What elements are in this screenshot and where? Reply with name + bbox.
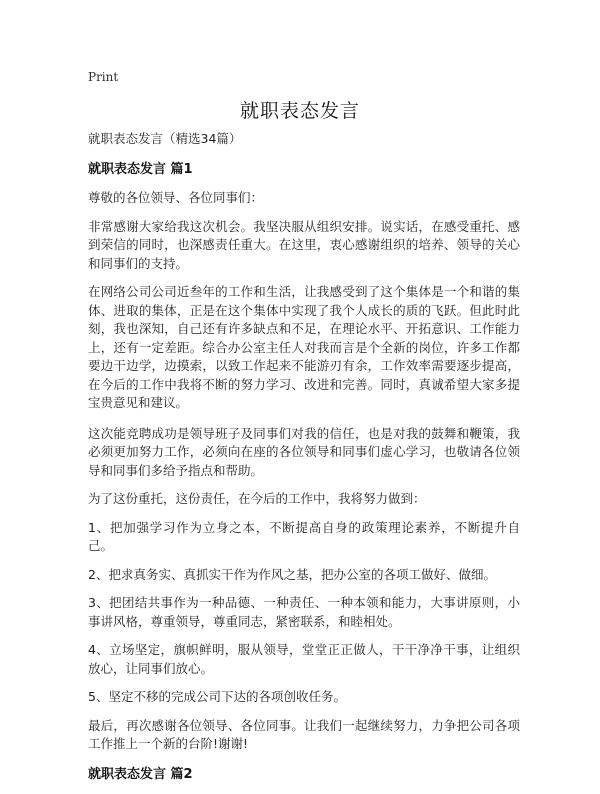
commitment-item-4: 4、立场坚定，旗帜鲜明，服从领导，堂堂正正做人，干干净净干事，让组织放心，让同事们放心。 bbox=[88, 642, 520, 676]
section-heading-2: 就职表态发言 篇2 bbox=[88, 766, 193, 782]
print-link[interactable]: Print bbox=[88, 70, 119, 84]
closing-paragraph: 最后，再次感谢各位领导、各位同事。让我们一起继续努力，力争把公司各项工作推上一个新的台阶!谢谢! bbox=[88, 717, 520, 751]
section-heading-1: 就职表态发言 篇1 bbox=[88, 161, 193, 177]
trust-paragraph: 这次能竞聘成功是领导班子及同事们对我的信任，也是对我的鼓舞和鞭策，我必须更加努力工作，必须向在座的各位领导和同事们虚心学习，也敬请各位领导和同事们多给予指点和帮助。 bbox=[88, 425, 520, 478]
thanks-paragraph: 非常感谢大家给我这次机会。我坚决服从组织安排。说实话，在感受重托、感到荣信的同时，也深感责任重大。在这里，衷心感谢组织的培养、领导的关心和同事们的支持。 bbox=[88, 218, 520, 271]
document-subtitle: 就职表态发言（精选34篇） bbox=[88, 131, 242, 146]
commitment-item-3: 3、把团结共事作为一种品德、一种责任、一种本领和能力，大事讲原则，小事讲风格，尊重领导，尊重同志，紧密联系，和睦相处。 bbox=[88, 595, 520, 629]
salutation-paragraph: 尊敬的各位领导、各位同事们： bbox=[88, 190, 264, 205]
commitment-item-5: 5、坚定不移的完成公司下达的各项创收任务。 bbox=[88, 689, 346, 704]
page-title: 就职表态发言 bbox=[239, 100, 360, 122]
commitment-intro-paragraph: 为了这份重托，这份责任，在今后的工作中，我将努力做到： bbox=[88, 491, 426, 506]
commitment-item-1: 1、把加强学习作为立身之本，不断提高自身的政策理论素养，不断提升自己。 bbox=[88, 519, 520, 553]
commitment-item-2: 2、把求真务实、真抓实干作为作风之基，把办公室的各项工做好、做细。 bbox=[88, 566, 496, 582]
experience-paragraph: 在网络公司公司近叁年的工作和生活，让我感受到了这个集体是一个和谐的集体、进取的集体，正是在这个集体中实现了我个人成长的质的飞跃。但此时此刻，我也深知，自己还有许多缺点和不足，在理论水平、开拓意识、工作能力上，还有一定差距。综合办公室主任人对我而言是个全新的岗位，许多工作都要边干边学，边摸索，以致工作起来不能游刃有余，工作效率需要逐步提高，在今后的工作中我将不断的努力学习、改进和完善。同时，真诚希望大家多提宝贵意见和建议。 bbox=[88, 284, 520, 410]
document-body bbox=[88, 130, 520, 794]
